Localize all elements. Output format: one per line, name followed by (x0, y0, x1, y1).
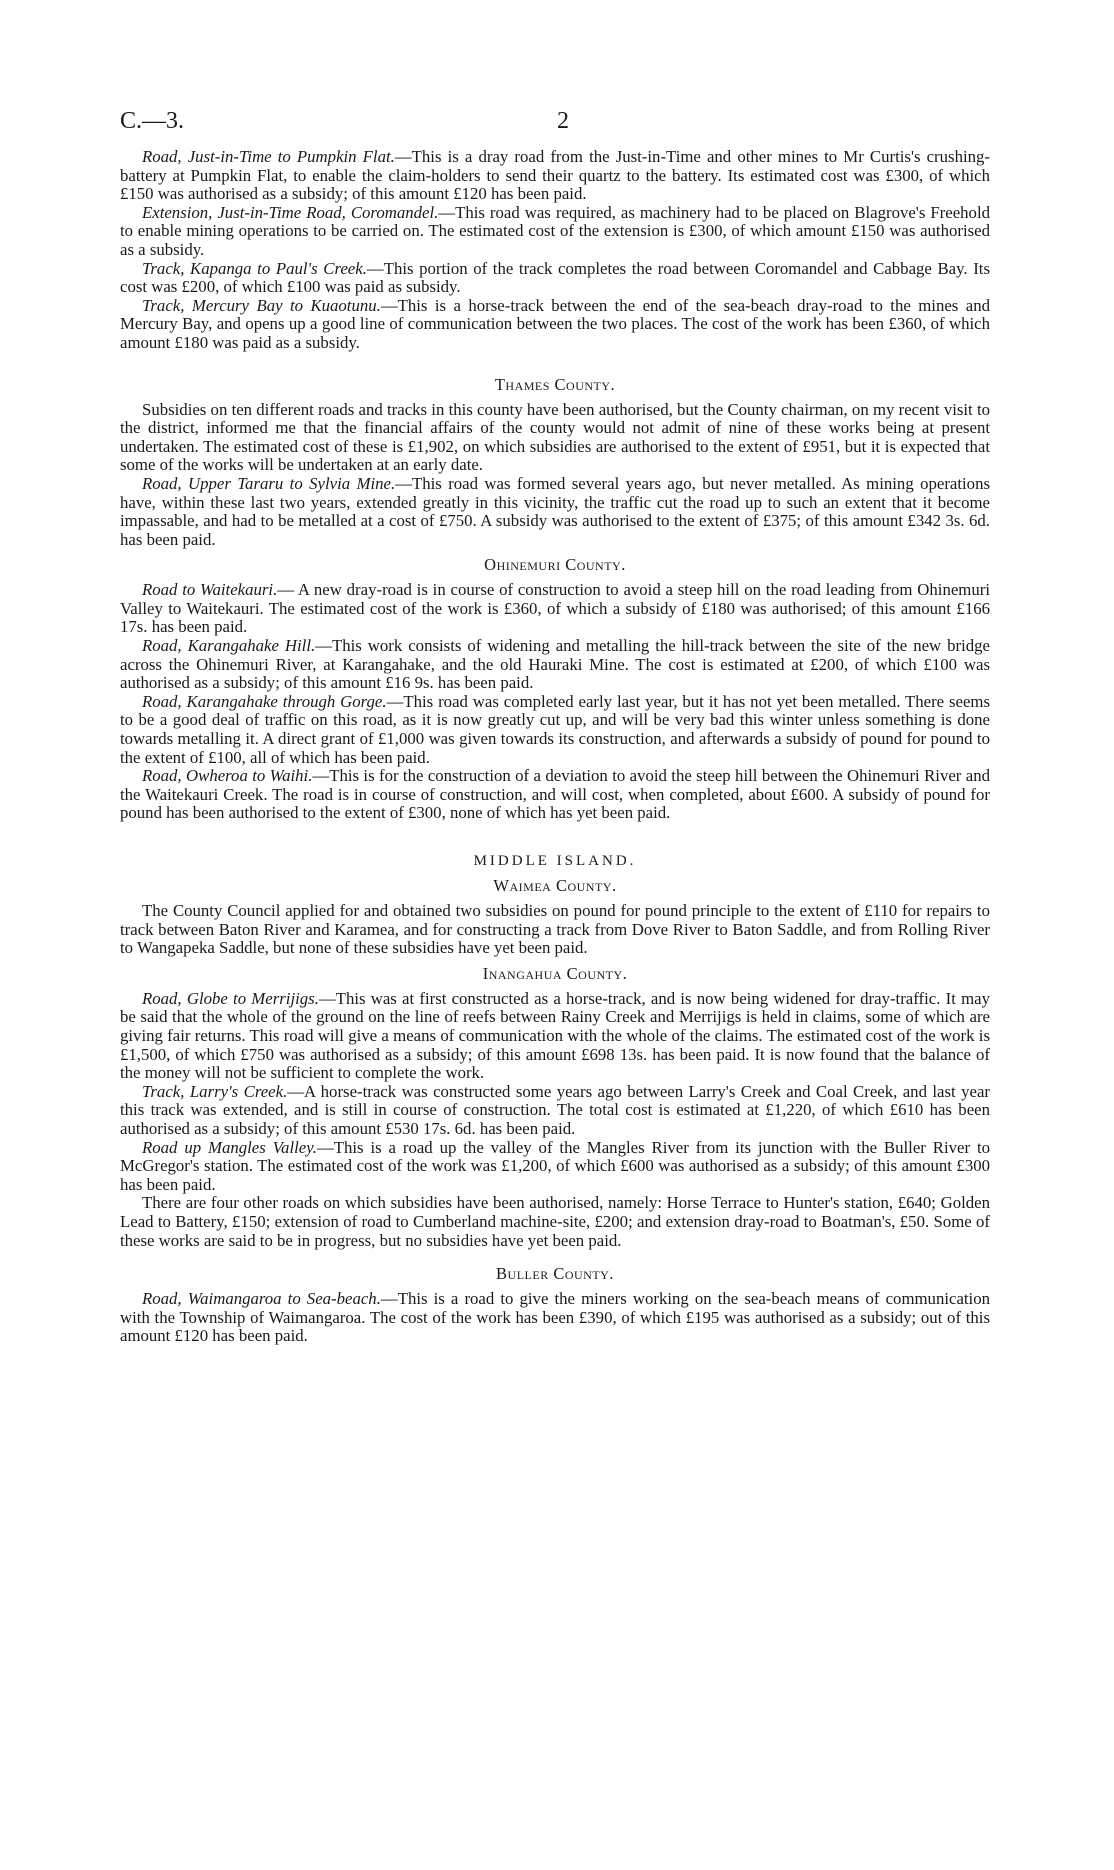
paragraph-text: — A new dray-road is in course of construction to avoid a steep hill on the road leading from Ohinemuri Valley to Waitekauri. The estimated cost of the work is £360, of which a subsidy of £180 was authorised; of this amount £166 17s. has been paid. (120, 580, 990, 637)
paragraph (120, 767, 990, 823)
paragraph-text: —This is for the construction of a deviation to avoid the steep hill between the Ohinemuri River and the Waitekauri Creek. The road is in course of construction, and will cost, when completed, about £600. A subsidy of pound for pound has been authorised to the extent of £300, none of which has yet been paid. (120, 766, 990, 823)
paragraph (120, 1139, 990, 1195)
paragraph-lead: Track, Larry's Creek. (142, 1081, 288, 1101)
page-header (120, 108, 990, 148)
paragraph (120, 204, 990, 260)
paragraph-text: There are four other roads on which subsidies have been authorised, namely: Horse Terrace to Hunter's station, £640; Golden Lead to Battery, £150; extension of road to Cumberland machine-site, £200; and extension dray-road to Boatman's, £50. Some of these works are said to be in progress, but no subsidies have yet been paid. (120, 1193, 990, 1250)
section-heading-ohinemuri: Ohinemuri County. (484, 555, 626, 575)
paragraph-text: —This is a road up the valley of the Mangles River from its junction with the Buller River to McGregor's station. The estimated cost of the work was £1,200, of which £600 was authorised as a subsidy; of this amount £300 has been paid. (120, 1137, 990, 1194)
paragraph-lead: Road, Karangahake through Gorge. (142, 691, 387, 711)
paragraph-text: —This road was required, as machinery had to be placed on Blagrove's Freehold to enable mining operations to be carried on. The estimated cost of the extension is £300, of which amount £150 was authorised as a subsidy. (120, 202, 991, 259)
paragraph-text: —A horse-track was constructed some years ago between Larry's Creek and Coal Creek, and last year this track was extended, and is still in course of construction. The total cost is estimated at £1,220, of which £610 has been authorised as a subsidy; of this amount £530 17s. 6d. has been paid. (120, 1081, 990, 1138)
paragraph-text: —This portion of the track completes the road between Coromandel and Cabbage Bay. Its cost was £200, of which £100 was paid as subsidy. (120, 258, 990, 297)
paragraph-lead: Road up Mangles Valley. (142, 1137, 317, 1157)
paragraph-lead: Road, Waimangaroa to Sea-beach. (142, 1289, 381, 1309)
section-heading-buller: Buller County. (496, 1264, 614, 1284)
paragraph (120, 1194, 990, 1250)
paragraph (120, 297, 990, 353)
paragraph-text: Subsidies on ten different roads and tracks in this county have been authorised, but the County chairman, on my recent visit to the district, informed me that the financial affairs of the county would not admit of nine of these works being at present undertaken. The estimated cost of these is £1,902, on which subsidies are authorised to the extent of £951, but it is expected that some of the works will be undertaken at an early date. (120, 399, 990, 475)
paragraph-lead: Road, Owheroa to Waihi. (142, 766, 313, 786)
section-heading-waimea: Waimea County. (493, 876, 617, 895)
paragraph (120, 637, 990, 693)
page-number: 2 (557, 108, 569, 134)
paragraph-text: —This is a dray road from the Just-in-Time and other mines to Mr Curtis's crushing-battery at Pumpkin Flat, to enable the claim-holders to send their quartz to the battery. Its estimated cost was £300, of which £150 was authorised as a subsidy; of this amount £120 has been paid. (120, 147, 990, 204)
paragraph (120, 475, 990, 549)
paragraph (120, 581, 990, 637)
paragraph (120, 401, 990, 475)
paragraph (120, 260, 990, 297)
paragraph-lead: Track, Mercury Bay to Kuaotunu. (142, 295, 381, 315)
paragraph-text: The County Council applied for and obtained two subsidies on pound for pound principle to the extent of £110 for repairs to track between Baton River and Karamea, and for constructing a track from Dove River to Baton Saddle, and from Rolling River to Wangapeka Saddle, but none of these subsidies have yet been paid. (120, 901, 990, 958)
paragraph (120, 902, 990, 958)
paragraph (120, 1290, 990, 1346)
paragraph-text: —This road was formed several years ago, but never metalled. As mining operations have, within these last two years, extended greatly in this vicinity, the traffic cut the road up to such an extent that it become impassable, and had to be metalled at a cost of £750. A subsidy was authorised to the extent of £375; of this amount £342 3s. 6d. has been paid. (120, 473, 990, 549)
paragraph (120, 1083, 990, 1139)
paragraph-lead: Road to Waitekauri. (142, 580, 278, 600)
paragraph-text: —This work consists of widening and metalling the hill-track between the site of the new bridge across the Ohinemuri River, at Karangahake, and the old Hauraki Mine. The cost is estimated at £200, of which £100 was authorised as a subsidy; of this amount £16 9s. has been paid. (120, 636, 990, 693)
paragraph-lead: Road, Just-in-Time to Pumpkin Flat. (142, 147, 395, 166)
paragraph-lead: Road, Karangahake Hill. (142, 636, 316, 656)
paragraph-text: —This is a horse-track between the end of the sea-beach dray-road to the mines and Mercury Bay, and opens up a good line of communication between the two places. The cost of the work has been £360, of which amount £180 was paid as a subsidy. (120, 295, 990, 352)
document-page (120, 108, 990, 1346)
section-heading-thames: Thames County. (494, 374, 616, 394)
section-heading-inangahua: Inangahua County. (482, 963, 628, 983)
paragraph-text: —This was at first constructed as a horse-track, and is now being widened for dray-traffic. It may be said that the whole of the ground on the line of reefs between Rainy Creek and Merrijigs is held in claims, some of which are giving fair returns. This road will give a means of communication with the whole of the claims. The estimated cost of the work is £1,500, of which £750 was authorised as a subsidy; of this amount £698 13s. has been paid. It is now found that the balance of the money will not be sufficient to complete the work. (120, 988, 990, 1083)
paragraph-lead: Road, Upper Tararu to Sylvia Mine. (142, 473, 396, 493)
paragraph-text: —This road was completed early last year, but it has not yet been metalled. There seems to be a good deal of traffic on this road, as it is now greatly cut up, and will be very bad this winter unless something is done towards metalling it. A direct grant of £1,000 was given towards its construction, and afterwards a subsidy of pound for pound to the extent of £100, all of which has been paid. (120, 691, 990, 767)
paragraph-text: —This is a road to give the miners working on the sea-beach means of communication with the Township of Waimangaroa. The cost of the work has been £390, of which £195 was authorised as a subsidy; out of this amount £120 has been paid. (120, 1289, 991, 1346)
section-heading-middle-island: MIDDLE ISLAND. (473, 853, 637, 869)
paragraph (120, 693, 990, 767)
paragraph (120, 148, 990, 204)
paragraph-lead: Extension, Just-in-Time Road, Coromandel. (142, 202, 439, 222)
paragraph-lead: Road, Globe to Merrijigs. (142, 988, 319, 1008)
document-reference: C.—3. (120, 108, 185, 134)
paragraph-lead: Track, Kapanga to Paul's Creek. (142, 258, 367, 278)
paragraph (120, 990, 990, 1083)
